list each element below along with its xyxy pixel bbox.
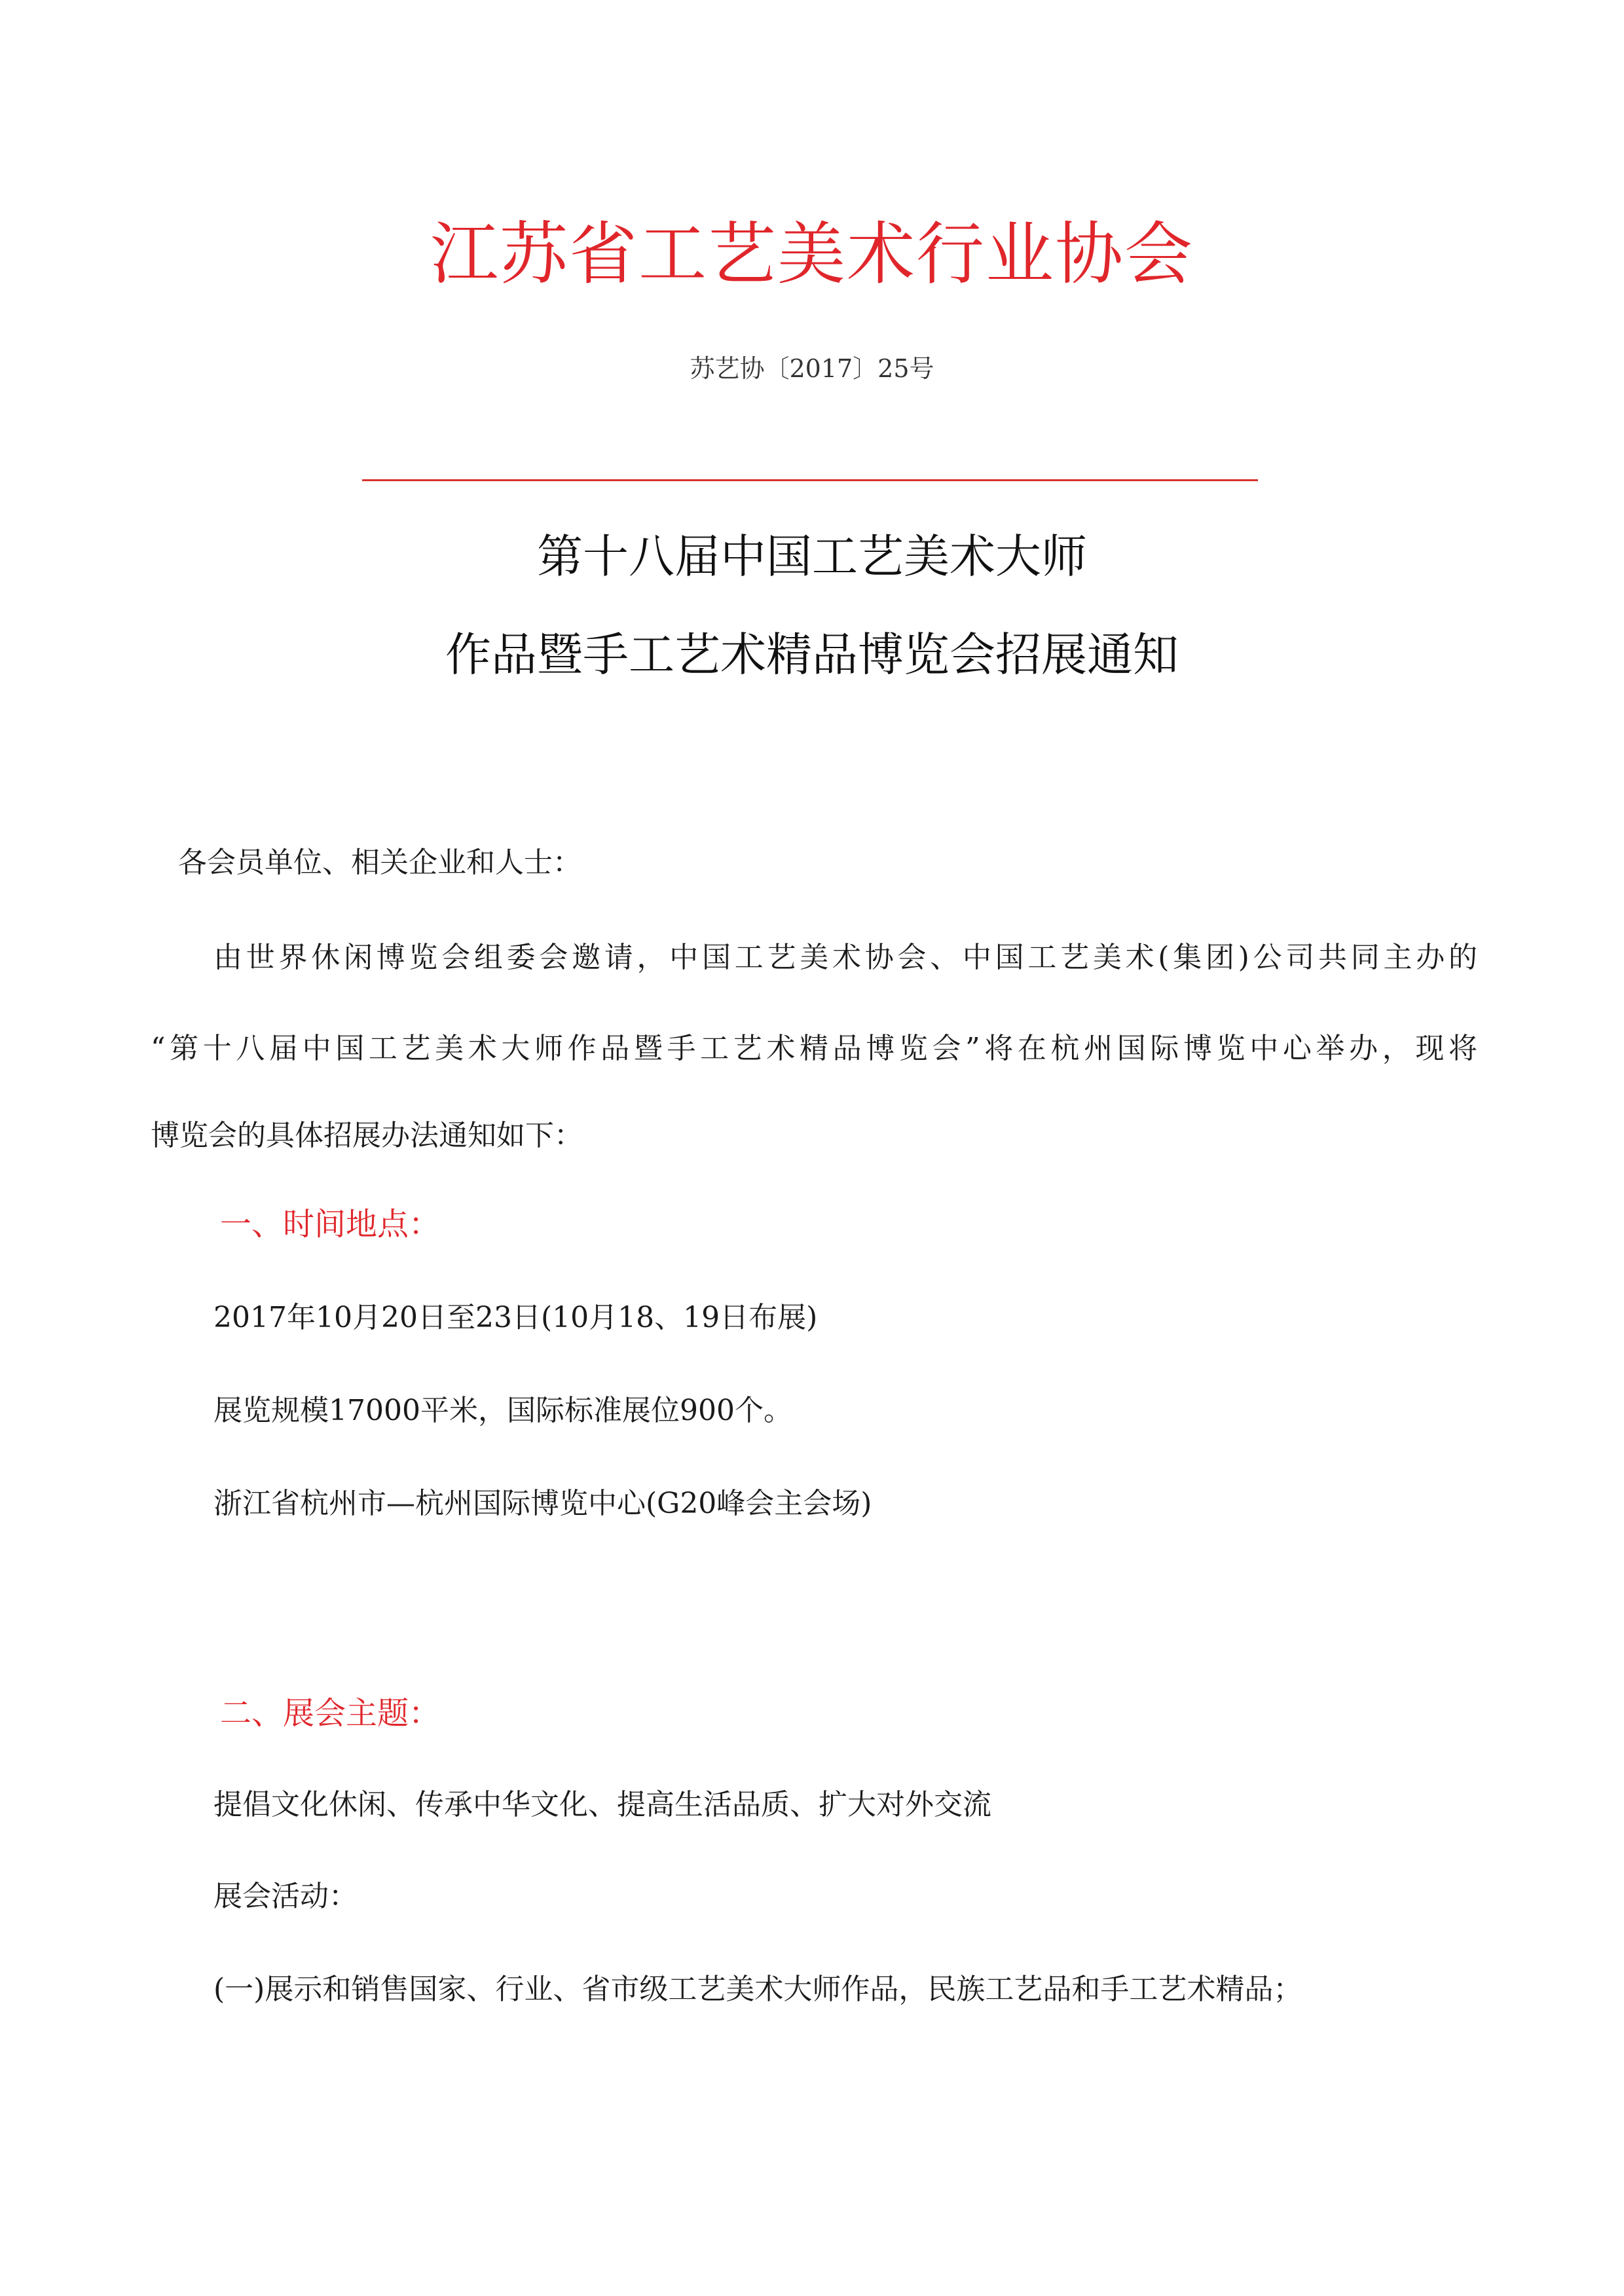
activity-item-1: (一)展示和销售国家、行业、省市级工艺美术大师作品，民族工艺品和手工艺术精品； (213, 1973, 1302, 2006)
intro-paragraph-line-2: “第十八届中国工艺美术大师作品暨手工艺术精品博览会”将在杭州国际博览中心举办，现将 (151, 1032, 1477, 1065)
intro-paragraph-line-3: 博览会的具体招展办法通知如下： (151, 1119, 583, 1152)
exhibition-scale: 展览规模17000平米，国际标准展位900个。 (213, 1394, 792, 1427)
intro-paragraph-line-1: 由世界休闲博览会组委会邀请，中国工艺美术协会、中国工艺美术(集团)公司共同主办的 (213, 941, 1477, 974)
exhibition-date: 2017年10月20日至23日(10月18、19日布展) (213, 1301, 818, 1334)
organization-title: 江苏省工艺美术行业协会 (430, 214, 1194, 294)
notice-title-line-2: 作品暨手工艺术精品博览会招展通知 (445, 628, 1179, 682)
notice-title-line-1: 第十八届中国工艺美术大师 (537, 530, 1087, 583)
exhibition-theme: 提倡文化休闲、传承中华文化、提高生活品质、扩大对外交流 (213, 1788, 991, 1821)
section-heading-theme: 二、展会主题： (220, 1695, 441, 1732)
section-heading-time-venue: 一、时间地点： (220, 1206, 441, 1243)
document-number: 苏艺协〔2017〕25号 (690, 354, 934, 383)
activities-label: 展会活动： (213, 1880, 358, 1913)
salutation: 各会员单位、相关企业和人士： (178, 846, 581, 879)
red-divider-line (362, 479, 1258, 481)
exhibition-venue: 浙江省杭州市—杭州国际博览中心(G20峰会主会场) (213, 1487, 872, 1520)
